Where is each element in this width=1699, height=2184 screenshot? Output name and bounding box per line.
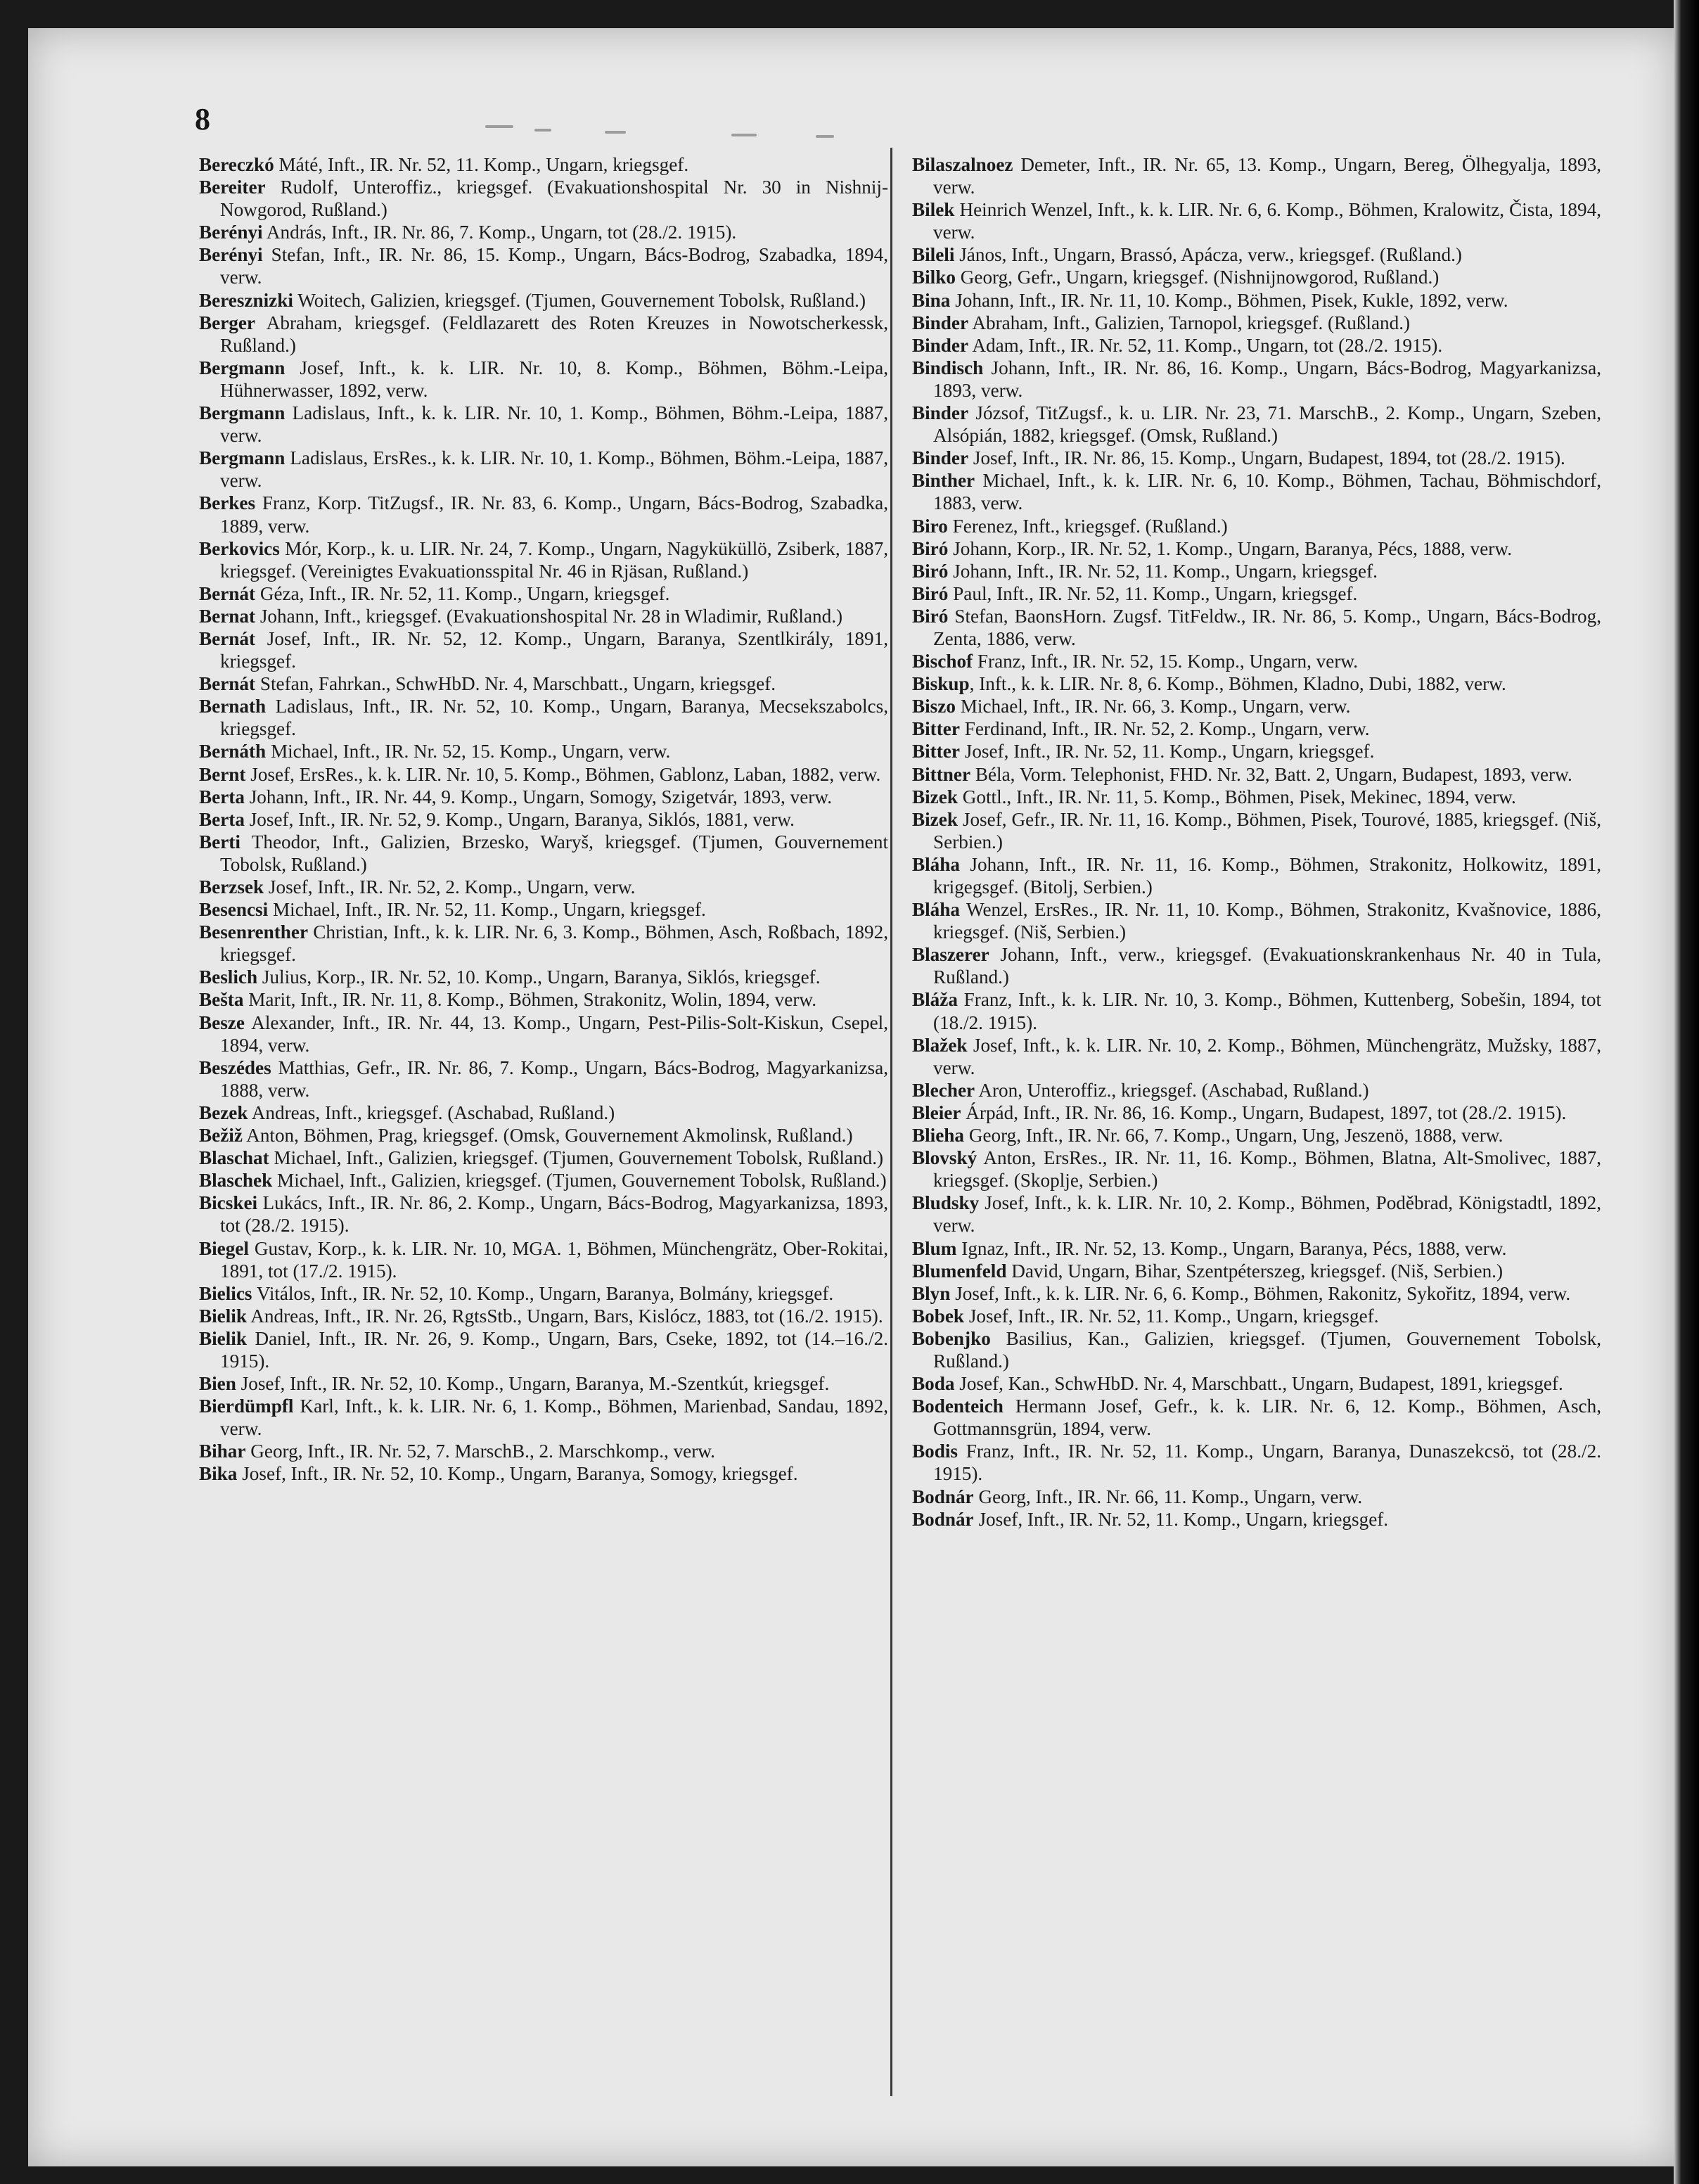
register-entry	[199, 988, 888, 1011]
entry-surname: Biegel	[199, 1237, 249, 1259]
register-entry	[912, 153, 1601, 198]
entry-details: Georg, Inft., IR. Nr. 52, 7. MarschB., 2. Marschkomp., verw.	[245, 1441, 715, 1462]
entry-details: Matthias, Gefr., IR. Nr. 86, 7. Komp., Ungarn, Bács-Bodrog, Magyarkanizsa, 1888, verw.	[220, 1056, 888, 1101]
entry-surname: Bina	[912, 289, 951, 311]
entry-surname: Bešta	[199, 989, 244, 1011]
register-entry	[912, 243, 1601, 266]
register-entry	[199, 695, 888, 740]
register-entry	[912, 1486, 1601, 1508]
entry-surname: Boda	[912, 1373, 955, 1395]
entry-details: Gottl., Inft., IR. Nr. 11, 5. Komp., Böhmen, Pisek, Mekinec, 1894, verw.	[957, 786, 1516, 807]
entry-surname: Bodenteich	[912, 1396, 1004, 1417]
register-entry	[912, 786, 1601, 808]
register-entry	[912, 988, 1601, 1033]
entry-surname: Bizek	[912, 786, 958, 807]
entry-details: Abraham, Inft., Galizien, Tarnopol, kriegsgef. (Rußland.)	[968, 312, 1411, 333]
register-entry	[199, 1056, 888, 1101]
entry-details: Andreas, Inft., kriegsgef. (Aschabad, Rußland.)	[248, 1101, 615, 1123]
register-entry	[199, 492, 888, 537]
entry-details: Lukács, Inft., IR. Nr. 86, 2. Komp., Ungarn, Bács-Bodrog, Magyarkanizsa, 1893, tot (28./2. 1915).	[220, 1192, 888, 1237]
entry-surname: Bernath	[199, 696, 267, 717]
entry-details: Julius, Korp., IR. Nr. 52, 10. Komp., Ungarn, Baranya, Siklós, kriegsgef.	[257, 966, 821, 988]
register-entry	[199, 289, 888, 312]
entry-details: Johann, Inft., kriegsgef. (Evakuationshospital Nr. 28 in Wladimir, Rußland.)	[255, 605, 843, 627]
entry-details: Michael, Inft., IR. Nr. 66, 3. Komp., Ungarn, verw.	[955, 696, 1351, 717]
entry-details: Johann, Korp., IR. Nr. 52, 1. Komp., Ungarn, Baranya, Pécs, 1888, verw.	[948, 537, 1513, 559]
entry-details: Josef, Inft., k. k. LIR. Nr. 10, 8. Komp., Böhmen, Böhm.-Leipa, Hühnerwasser, 1892, verw.	[220, 357, 888, 401]
entry-surname: Bilaszalnoez	[912, 154, 1013, 175]
entry-details: Johann, Inft., IR. Nr. 86, 16. Komp., Ungarn, Bács-Bodrog, Magyarkanizsa, 1893, verw.	[933, 357, 1601, 401]
entry-details: Josef, Inft., IR. Nr. 52, 11. Komp., Ungarn, kriegsgef.	[964, 1305, 1379, 1327]
entry-surname: Bitter	[912, 718, 960, 740]
register-entry	[912, 1305, 1601, 1327]
register-entry	[912, 402, 1601, 447]
entry-surname: Bodis	[912, 1441, 958, 1462]
register-entry	[199, 537, 888, 582]
entry-surname: Bernát	[199, 627, 256, 649]
register-entry	[199, 921, 888, 966]
register-entry	[912, 1395, 1601, 1440]
register-entry	[912, 1079, 1601, 1101]
entry-details: Adam, Inft., IR. Nr. 52, 11. Komp., Ungarn, tot (28./2. 1915).	[968, 334, 1443, 356]
register-entry	[912, 1440, 1601, 1485]
register-entry	[912, 898, 1601, 943]
entry-details: Johann, Inft., IR. Nr. 52, 11. Komp., Ungarn, kriegsgef.	[948, 560, 1378, 582]
register-entry	[199, 763, 888, 786]
entry-surname: Binther	[912, 470, 975, 492]
register-entry	[912, 582, 1601, 605]
entry-surname: Berkes	[199, 492, 256, 514]
register-entry	[199, 1440, 888, 1462]
entry-surname: Binder	[912, 312, 969, 333]
entry-details: Aron, Unteroffiz., kriegsgef. (Aschabad, Rußland.)	[975, 1079, 1369, 1101]
entry-details: Franz, Inft., IR. Nr. 52, 15. Komp., Ungarn, verw.	[973, 651, 1359, 672]
register-entry	[912, 537, 1601, 560]
entry-details: Mór, Korp., k. u. LIR. Nr. 24, 7. Komp., Ungarn, Nagyküküllö, Zsiberk, 1887, kriegsgef. (Vereinigtes Evakuationsspital Nr. 46 in Rjäsan, Rußland.)	[220, 537, 888, 582]
right-column	[912, 153, 1601, 1531]
register-entry	[912, 198, 1601, 243]
entry-surname: Berzsek	[199, 876, 264, 898]
entry-surname: Bleier	[912, 1101, 961, 1123]
register-entry	[199, 876, 888, 898]
register-entry	[912, 1372, 1601, 1395]
entry-surname: Bilko	[912, 267, 956, 288]
entry-surname: Bodnár	[912, 1508, 974, 1530]
entry-details: Theodor, Inft., Galizien, Brzesko, Waryš, kriegsgef. (Tjumen, Gouvernement Tobolsk, Rußland.)	[220, 831, 888, 875]
entry-surname: Bereczkó	[199, 154, 274, 175]
entry-details: Géza, Inft., IR. Nr. 52, 11. Komp., Ungarn, kriegsgef.	[255, 582, 670, 604]
register-entry	[199, 1282, 888, 1305]
entry-surname: Biskup	[912, 673, 970, 695]
entry-surname: Bobek	[912, 1305, 965, 1327]
entry-details: Johann, Inft., verw., kriegsgef. (Evakuationskrankenhaus Nr. 40 in Tula, Rußland.)	[933, 944, 1601, 988]
entry-surname: Berta	[199, 808, 245, 830]
register-entry	[912, 853, 1601, 898]
entry-surname: Bizek	[912, 808, 958, 830]
register-entry	[912, 1192, 1601, 1237]
entry-surname: Berkovics	[199, 537, 280, 559]
entry-details: Josef, Inft., IR. Nr. 52, 12. Komp., Ungarn, Baranya, Szentlkirály, 1891, kriegsgef.	[220, 627, 888, 672]
register-entry	[199, 1192, 888, 1237]
register-entry	[199, 740, 888, 762]
entry-details: Josef, Gefr., IR. Nr. 11, 16. Komp., Böhmen, Pisek, Tourové, 1885, kriegsgef. (Niš, Serbien.)	[933, 808, 1601, 852]
entry-surname: Bernát	[199, 673, 256, 695]
entry-details: Josef, ErsRes., k. k. LIR. Nr. 10, 5. Komp., Böhmen, Gablonz, Laban, 1882, verw.	[245, 763, 881, 785]
entry-details: Demeter, Inft., IR. Nr. 65, 13. Komp., Ungarn, Bereg, Ölhegyalja, 1893, verw.	[933, 154, 1601, 198]
entry-surname: Berti	[199, 831, 241, 852]
entry-surname: Biro	[912, 515, 948, 537]
register-entry	[912, 447, 1601, 469]
entry-surname: Bielics	[199, 1282, 252, 1304]
entry-surname: Binder	[912, 334, 969, 356]
register-entry	[199, 243, 888, 288]
entry-surname: Besze	[199, 1011, 245, 1033]
entry-surname: Bittner	[912, 763, 971, 785]
entry-surname: Blieha	[912, 1125, 965, 1147]
entry-surname: Besenrenther	[199, 921, 309, 943]
entry-surname: Bernat	[199, 605, 256, 627]
entry-surname: Biró	[912, 582, 949, 604]
entry-details: Michael, Inft., IR. Nr. 52, 11. Komp., Ungarn, kriegsgef.	[268, 899, 706, 921]
entry-surname: Blecher	[912, 1079, 975, 1101]
register-entry	[912, 1237, 1601, 1260]
entry-details: Michael, Inft., Galizien, kriegsgef. (Tjumen, Gouvernement Tobolsk, Rußland.)	[269, 1147, 884, 1169]
scan-smudge	[605, 131, 626, 134]
register-entry	[912, 1508, 1601, 1531]
register-entry	[199, 1327, 888, 1372]
register-entry	[912, 1147, 1601, 1192]
register-entry	[912, 515, 1601, 537]
register-entry	[199, 221, 888, 243]
entry-surname: Beresznizki	[199, 289, 293, 311]
entry-surname: Bicskei	[199, 1192, 258, 1214]
entry-surname: Blyn	[912, 1282, 951, 1304]
register-entry	[199, 808, 888, 831]
entry-surname: Bláha	[912, 899, 960, 921]
entry-details: Béla, Vorm. Telephonist, FHD. Nr. 32, Batt. 2, Ungarn, Budapest, 1893, verw.	[970, 763, 1572, 785]
entry-surname: Bobenjko	[912, 1327, 991, 1349]
entry-details: Ferdinand, Inft., IR. Nr. 52, 2. Komp., Ungarn, verw.	[959, 718, 1370, 740]
register-entry	[199, 1124, 888, 1147]
scan-smudge	[816, 135, 834, 138]
entry-details: , Inft., k. k. LIR. Nr. 8, 6. Komp., Böhmen, Kladno, Dubi, 1882, verw.	[969, 673, 1506, 695]
entry-details: Vitálos, Inft., IR. Nr. 52, 10. Komp., Ungarn, Baranya, Bolmány, kriegsgef.	[252, 1282, 834, 1304]
entry-details: Anton, Böhmen, Prag, kriegsgef. (Omsk, Gouvernement Akmolinsk, Rußland.)	[242, 1125, 853, 1147]
scan-smudge	[731, 134, 757, 136]
entry-details: Georg, Gefr., Ungarn, kriegsgef. (Nishnijnowgorod, Rußland.)	[955, 267, 1440, 288]
register-entry	[912, 763, 1601, 786]
entry-details: Rudolf, Unteroffiz., kriegsgef. (Evakuationshospital Nr. 30 in Nishnij-Nowgorod, Rußland.)	[220, 177, 888, 221]
register-entry	[912, 943, 1601, 988]
register-entry	[199, 1462, 888, 1485]
register-entry	[912, 357, 1601, 402]
page-number: 8	[195, 102, 210, 136]
entry-surname: Besencsi	[199, 899, 269, 921]
entry-surname: Bergmann	[199, 402, 286, 424]
entry-surname: Blažek	[912, 1034, 968, 1056]
entry-details: Ferenez, Inft., kriegsgef. (Rußland.)	[947, 515, 1228, 537]
register-entry	[199, 582, 888, 605]
entry-details: Franz, Inft., k. k. LIR. Nr. 10, 3. Komp., Böhmen, Kuttenberg, Sobešin, 1894, tot (18./2. 1915).	[933, 989, 1601, 1033]
register-entry	[912, 334, 1601, 357]
register-entry	[912, 605, 1601, 650]
register-entry	[199, 786, 888, 808]
register-entry	[912, 1260, 1601, 1282]
entry-surname: Bilek	[912, 199, 955, 221]
entry-details: Anton, ErsRes., IR. Nr. 11, 16. Komp., Böhmen, Blatna, Alt-Smolivec, 1887, kriegsgef. (Skoplje, Serbien.)	[933, 1147, 1601, 1192]
entry-details: Josef, Inft., k. k. LIR. Nr. 10, 2. Komp., Böhmen, Münchengrätz, Mužsky, 1887, verw.	[933, 1034, 1601, 1078]
entry-details: Josef, Kan., SchwHbD. Nr. 4, Marschbatt., Ungarn, Budapest, 1891, kriegsgef.	[954, 1373, 1563, 1395]
register-entry	[199, 605, 888, 627]
entry-details: Alexander, Inft., IR. Nr. 44, 13. Komp., Ungarn, Pest-Pilis-Solt-Kiskun, Csepel, 1894, verw.	[220, 1011, 888, 1056]
entry-details: Andreas, Inft., IR. Nr. 26, RgtsStb., Ungarn, Bars, Kislócz, 1883, tot (16./2. 1915).	[246, 1305, 883, 1327]
entry-surname: Blaszerer	[912, 944, 989, 966]
entry-details: David, Ungarn, Bihar, Szentpéterszeg, kriegsgef. (Niš, Serbien.)	[1006, 1260, 1504, 1282]
entry-details: Franz, Korp. TitZugsf., IR. Nr. 83, 6. Komp., Ungarn, Bács-Bodrog, Szabadka, 1889, verw.	[220, 492, 888, 537]
entry-details: Gustav, Korp., k. k. LIR. Nr. 10, MGA. 1, Böhmen, Münchengrätz, Ober-Rokitai, 1891, tot (17./2. 1915).	[220, 1237, 888, 1282]
register-entry	[912, 695, 1601, 717]
register-entry	[912, 740, 1601, 762]
entry-details: Josef, Inft., IR. Nr. 52, 11. Komp., Ungarn, kriegsgef.	[959, 741, 1375, 762]
entry-details: Stefan, BaonsHorn. Zugsf. TitFeldw., IR. Nr. 86, 5. Komp., Ungarn, Bács-Bodrog, Zenta, 1886, verw.	[933, 605, 1601, 649]
register-entry	[199, 357, 888, 402]
entry-surname: Bernáth	[199, 741, 267, 762]
entry-details: Michael, Inft., k. k. LIR. Nr. 6, 10. Komp., Böhmen, Tachau, Böhmischdorf, 1883, verw.	[933, 470, 1601, 514]
register-entry	[912, 650, 1601, 672]
entry-surname: Bindisch	[912, 357, 984, 378]
entry-surname: Beslich	[199, 966, 258, 988]
entry-details: Josef, Inft., IR. Nr. 52, 10. Komp., Ungarn, Baranya, M.-Szentkút, kriegsgef.	[236, 1373, 830, 1395]
entry-surname: Bierdümpfl	[199, 1396, 294, 1417]
entry-details: Paul, Inft., IR. Nr. 52, 11. Komp., Ungarn, kriegsgef.	[948, 582, 1358, 604]
entry-details: Michael, Inft., Galizien, kriegsgef. (Tjumen, Gouvernement Tobolsk, Rußland.)	[272, 1170, 887, 1192]
register-entry	[912, 1124, 1601, 1147]
register-entry	[199, 966, 888, 988]
register-entry	[912, 469, 1601, 514]
register-entry	[199, 1011, 888, 1056]
entry-details: Josef, Inft., IR. Nr. 52, 11. Komp., Ungarn, kriegsgef.	[973, 1508, 1389, 1530]
entry-surname: Bitter	[912, 741, 960, 762]
register-entry	[912, 289, 1601, 312]
entry-details: Christian, Inft., k. k. LIR. Nr. 6, 3. Komp., Böhmen, Asch, Roßbach, 1892, kriegsgef.	[220, 921, 888, 966]
entry-surname: Berger	[199, 312, 255, 333]
entry-surname: Bernát	[199, 582, 256, 604]
entry-details: Stefan, Inft., IR. Nr. 86, 15. Komp., Ungarn, Bács-Bodrog, Szabadka, 1894, verw.	[220, 244, 888, 288]
entry-details: Georg, Inft., IR. Nr. 66, 7. Komp., Ungarn, Ung, Jeszenö, 1888, verw.	[964, 1125, 1504, 1147]
entry-details: Josef, Inft., k. k. LIR. Nr. 10, 2. Komp., Böhmen, Poděbrad, Königstadtl, 1892, verw.	[933, 1192, 1601, 1237]
entry-details: Ladislaus, ErsRes., k. k. LIR. Nr. 10, 1. Komp., Böhmen, Böhm.-Leipa, 1887, verw.	[220, 447, 888, 492]
entry-details: Michael, Inft., IR. Nr. 52, 15. Komp., Ungarn, verw.	[266, 741, 671, 762]
register-entry	[199, 447, 888, 492]
entry-surname: Bischof	[912, 651, 973, 672]
entry-surname: Bihar	[199, 1441, 246, 1462]
register-entry	[912, 1327, 1601, 1372]
entry-details: Heinrich Wenzel, Inft., k. k. LIR. Nr. 6, 6. Komp., Böhmen, Kralowitz, Čista, 1894, verw.	[933, 199, 1601, 243]
entry-details: Stefan, Fahrkan., SchwHbD. Nr. 4, Marschbatt., Ungarn, kriegsgef.	[255, 673, 776, 695]
entry-surname: Beszédes	[199, 1056, 271, 1078]
entry-surname: Blum	[912, 1237, 957, 1259]
register-entry	[199, 1237, 888, 1282]
entry-details: Josef, Inft., IR. Nr. 52, 2. Komp., Ungarn, verw.	[264, 876, 636, 898]
entry-surname: Biszo	[912, 696, 956, 717]
entry-surname: Biró	[912, 537, 949, 559]
entry-surname: Bielik	[199, 1305, 247, 1327]
register-entry	[199, 153, 888, 176]
entry-surname: Bodnár	[912, 1486, 974, 1507]
entry-surname: Bežiž	[199, 1125, 243, 1147]
entry-details: Johann, Inft., IR. Nr. 11, 16. Komp., Böhmen, Strakonitz, Holkowitz, 1891, krigegsgef. (Bitolj, Serbien.)	[933, 853, 1601, 898]
entry-surname: Bika	[199, 1463, 238, 1485]
register-entry	[199, 672, 888, 695]
entry-details: Ladislaus, Inft., k. k. LIR. Nr. 10, 1. Komp., Böhmen, Böhm.-Leipa, 1887, verw.	[220, 402, 888, 447]
register-entry	[199, 402, 888, 447]
entry-surname: Bezek	[199, 1101, 248, 1123]
entry-details: Hermann Josef, Gefr., k. k. LIR. Nr. 6, 12. Komp., Böhmen, Asch, Gottmannsgrün, 1894, verw.	[933, 1396, 1601, 1440]
register-entry	[199, 1395, 888, 1440]
entry-details: Josef, Inft., k. k. LIR. Nr. 6, 6. Komp., Böhmen, Rakonitz, Sykořitz, 1894, verw.	[950, 1282, 1571, 1304]
register-entry	[912, 717, 1601, 740]
register-entry	[199, 176, 888, 221]
page-edge-shadow	[1674, 0, 1699, 2184]
entry-details: Josef, Inft., IR. Nr. 52, 10. Komp., Ungarn, Baranya, Somogy, kriegsgef.	[237, 1463, 798, 1485]
entry-details: János, Inft., Ungarn, Brassó, Apácza, verw., kriegsgef. (Rußland.)	[954, 244, 1462, 266]
register-entry	[199, 898, 888, 921]
entry-surname: Bien	[199, 1373, 236, 1395]
entry-surname: Berényi	[199, 222, 263, 243]
register-entry	[199, 831, 888, 876]
register-entry	[199, 1147, 888, 1169]
register-entry	[199, 312, 888, 357]
entry-details: Johann, Inft., IR. Nr. 11, 10. Komp., Böhmen, Pisek, Kukle, 1892, verw.	[950, 289, 1508, 311]
entry-details: Franz, Inft., IR. Nr. 52, 11. Komp., Ungarn, Baranya, Dunaszekcsö, tot (28./2. 1915).	[933, 1441, 1601, 1485]
entry-surname: Bergmann	[199, 447, 286, 469]
entry-surname: Binder	[912, 447, 969, 469]
entry-details: Ladislaus, Inft., IR. Nr. 52, 10. Komp., Ungarn, Baranya, Mecsekszabolcs, kriegsgef.	[220, 696, 888, 740]
entry-details: Johann, Inft., IR. Nr. 44, 9. Komp., Ungarn, Somogy, Szigetvár, 1893, verw.	[244, 786, 832, 807]
entry-details: Ignaz, Inft., IR. Nr. 52, 13. Komp., Ungarn, Baranya, Pécs, 1888, verw.	[956, 1237, 1507, 1259]
entry-surname: Bileli	[912, 244, 955, 266]
entry-surname: Blovský	[912, 1147, 977, 1169]
entry-details: Wenzel, ErsRes., IR. Nr. 11, 10. Komp., Böhmen, Strakonitz, Kvašnovice, 1886, kriegsgef. (Niš, Serbien.)	[933, 899, 1601, 943]
entry-details: Abraham, kriegsgef. (Feldlazarett des Roten Kreuzes in Nowotscherkessk, Rußland.)	[220, 312, 888, 356]
entry-details: Basilius, Kan., Galizien, kriegsgef. (Tjumen, Gouvernement Tobolsk, Rußland.)	[933, 1327, 1601, 1372]
scan-smudge	[485, 125, 513, 128]
entry-surname: Bludsky	[912, 1192, 980, 1214]
entry-surname: Bláha	[912, 853, 960, 875]
register-entry	[199, 1169, 888, 1192]
register-entry	[912, 1101, 1601, 1124]
entry-details: Daniel, Inft., IR. Nr. 26, 9. Komp., Ungarn, Bars, Cseke, 1892, tot (14.–16./2. 1915).	[220, 1327, 888, 1372]
register-entry	[199, 627, 888, 672]
register-entry	[199, 1372, 888, 1395]
entry-surname: Berényi	[199, 244, 263, 266]
register-entry	[912, 672, 1601, 695]
scan-smudge	[534, 129, 551, 132]
entry-details: Máté, Inft., IR. Nr. 52, 11. Komp., Ungarn, kriegsgef.	[274, 154, 689, 175]
entry-surname: Biró	[912, 605, 949, 627]
register-entry	[199, 1305, 888, 1327]
entry-details: Józsof, TitZugsf., k. u. LIR. Nr. 23, 71. MarschB., 2. Komp., Ungarn, Szeben, Alsópián, 1882, kriegsgef. (Omsk, Rußland.)	[933, 402, 1601, 447]
left-column	[199, 153, 888, 1486]
entry-details: Josef, Inft., IR. Nr. 52, 9. Komp., Ungarn, Baranya, Siklós, 1881, verw.	[244, 808, 795, 830]
entry-surname: Bielik	[199, 1327, 247, 1349]
register-entry	[912, 808, 1601, 853]
entry-details: Karl, Inft., k. k. LIR. Nr. 6, 1. Komp., Böhmen, Marienbad, Sandau, 1892, verw.	[220, 1396, 888, 1440]
entry-surname: Biró	[912, 560, 949, 582]
register-entry	[199, 1101, 888, 1124]
entry-surname: Blaschat	[199, 1147, 269, 1169]
entry-details: Marit, Inft., IR. Nr. 11, 8. Komp., Böhmen, Strakonitz, Wolin, 1894, verw.	[243, 989, 817, 1011]
register-entry	[912, 312, 1601, 334]
register-entry	[912, 1282, 1601, 1305]
column-divider	[890, 148, 892, 2096]
entry-details: Woitech, Galizien, kriegsgef. (Tjumen, Gouvernement Tobolsk, Rußland.)	[293, 289, 866, 311]
entry-surname: Bernt	[199, 763, 246, 785]
entry-surname: Blaschek	[199, 1170, 273, 1192]
entry-details: Árpád, Inft., IR. Nr. 86, 16. Komp., Ungarn, Budapest, 1897, tot (28./2. 1915).	[961, 1101, 1567, 1123]
register-entry	[912, 1034, 1601, 1079]
entry-surname: Bereiter	[199, 177, 266, 198]
register-entry	[912, 266, 1601, 288]
entry-surname: Bláža	[912, 989, 958, 1011]
register-entry	[912, 560, 1601, 582]
entry-details: Josef, Inft., IR. Nr. 86, 15. Komp., Ungarn, Budapest, 1894, tot (28./2. 1915).	[968, 447, 1565, 469]
entry-details: Georg, Inft., IR. Nr. 66, 11. Komp., Ungarn, verw.	[973, 1486, 1363, 1507]
entry-surname: Blumenfeld	[912, 1260, 1007, 1282]
entry-surname: Berta	[199, 786, 245, 807]
entry-surname: Binder	[912, 402, 969, 424]
entry-surname: Bergmann	[199, 357, 286, 378]
entry-details: András, Inft., IR. Nr. 86, 7. Komp., Ungarn, tot (28./2. 1915).	[262, 222, 737, 243]
